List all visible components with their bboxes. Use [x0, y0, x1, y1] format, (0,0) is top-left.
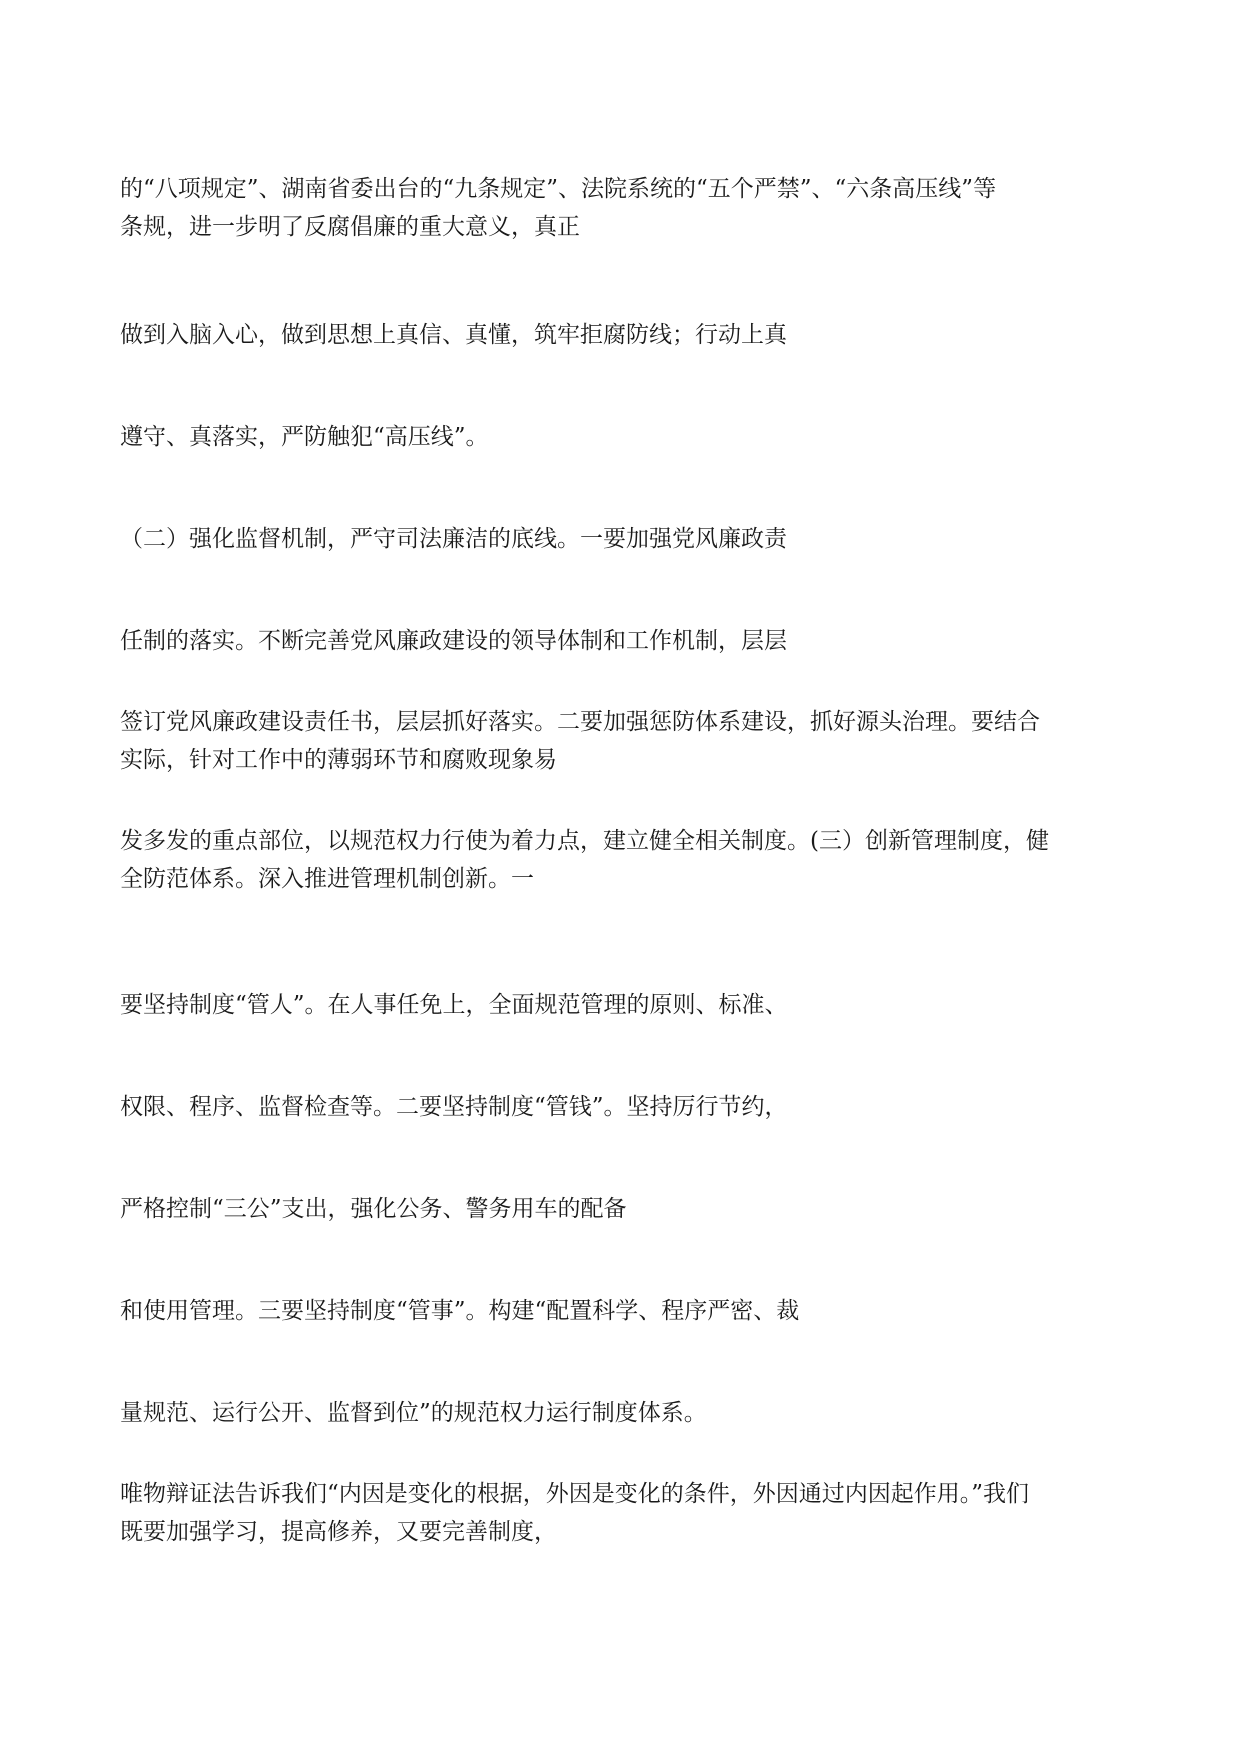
paragraph-line: 遵守、真落实，严防触犯“高压线”。 — [120, 424, 489, 450]
paragraph-9 — [120, 1088, 1130, 1126]
paragraph-line: 严格控制“三公”支出，强化公务、警务用车的配备 — [120, 1196, 627, 1222]
paragraph-7 — [120, 822, 1130, 898]
paragraph-13 — [120, 1475, 1130, 1551]
paragraph-1 — [120, 170, 1130, 246]
paragraph-2 — [120, 316, 1130, 354]
paragraph-line: 和使用管理。三要坚持制度“管事”。构建“配置科学、程序严密、裁 — [120, 1298, 800, 1324]
paragraph-line: 任制的落实。不断完善党风廉政建设的领导体制和工作机制，层层 — [120, 628, 787, 654]
paragraph-line: 发多发的重点部位，以规范权力行使为着力点，建立健全相关制度。(三）创新管理制度，健 — [120, 828, 1049, 854]
paragraph-6 — [120, 703, 1130, 779]
paragraph-10 — [120, 1190, 1130, 1228]
paragraph-5 — [120, 622, 1130, 660]
paragraph-8 — [120, 986, 1130, 1024]
paragraph-line: 的“八项规定”、湖南省委出台的“九条规定”、法院系统的“五个严禁”、“六条高压线”等 — [120, 176, 997, 202]
paragraph-line: 签订党风廉政建设责任书，层层抓好落实。二要加强惩防体系建设，抓好源头治理。要结合 — [120, 709, 1040, 735]
paragraph-line: 既要加强学习，提高修养，又要完善制度， — [120, 1519, 557, 1545]
paragraph-line: 全防范体系。深入推进管理机制创新。一 — [120, 866, 534, 892]
paragraph-line: 实际，针对工作中的薄弱环节和腐败现象易 — [120, 747, 557, 773]
paragraph-line: 量规范、运行公开、监督到位”的规范权力运行制度体系。 — [120, 1400, 707, 1426]
paragraph-line: 权限、程序、监督检查等。二要坚持制度“管钱”。坚持厉行节约， — [120, 1094, 788, 1120]
paragraph-3 — [120, 418, 1130, 456]
paragraph-12 — [120, 1394, 1130, 1432]
paragraph-line: 唯物辩证法告诉我们“内因是变化的根据，外因是变化的条件，外因通过内因起作用。”我们 — [120, 1481, 1030, 1507]
paragraph-line: 做到入脑入心，做到思想上真信、真懂，筑牢拒腐防线；行动上真 — [120, 322, 787, 348]
paragraph-4 — [120, 520, 1130, 558]
paragraph-line: 条规，进一步明了反腐倡廉的重大意义，真正 — [120, 214, 580, 240]
paragraph-line: （二）强化监督机制，严守司法廉洁的底线。一要加强党风廉政责 — [120, 526, 787, 552]
paragraph-line: 要坚持制度“管人”。在人事任免上，全面规范管理的原则、标准、 — [120, 992, 788, 1018]
paragraph-11 — [120, 1292, 1130, 1330]
